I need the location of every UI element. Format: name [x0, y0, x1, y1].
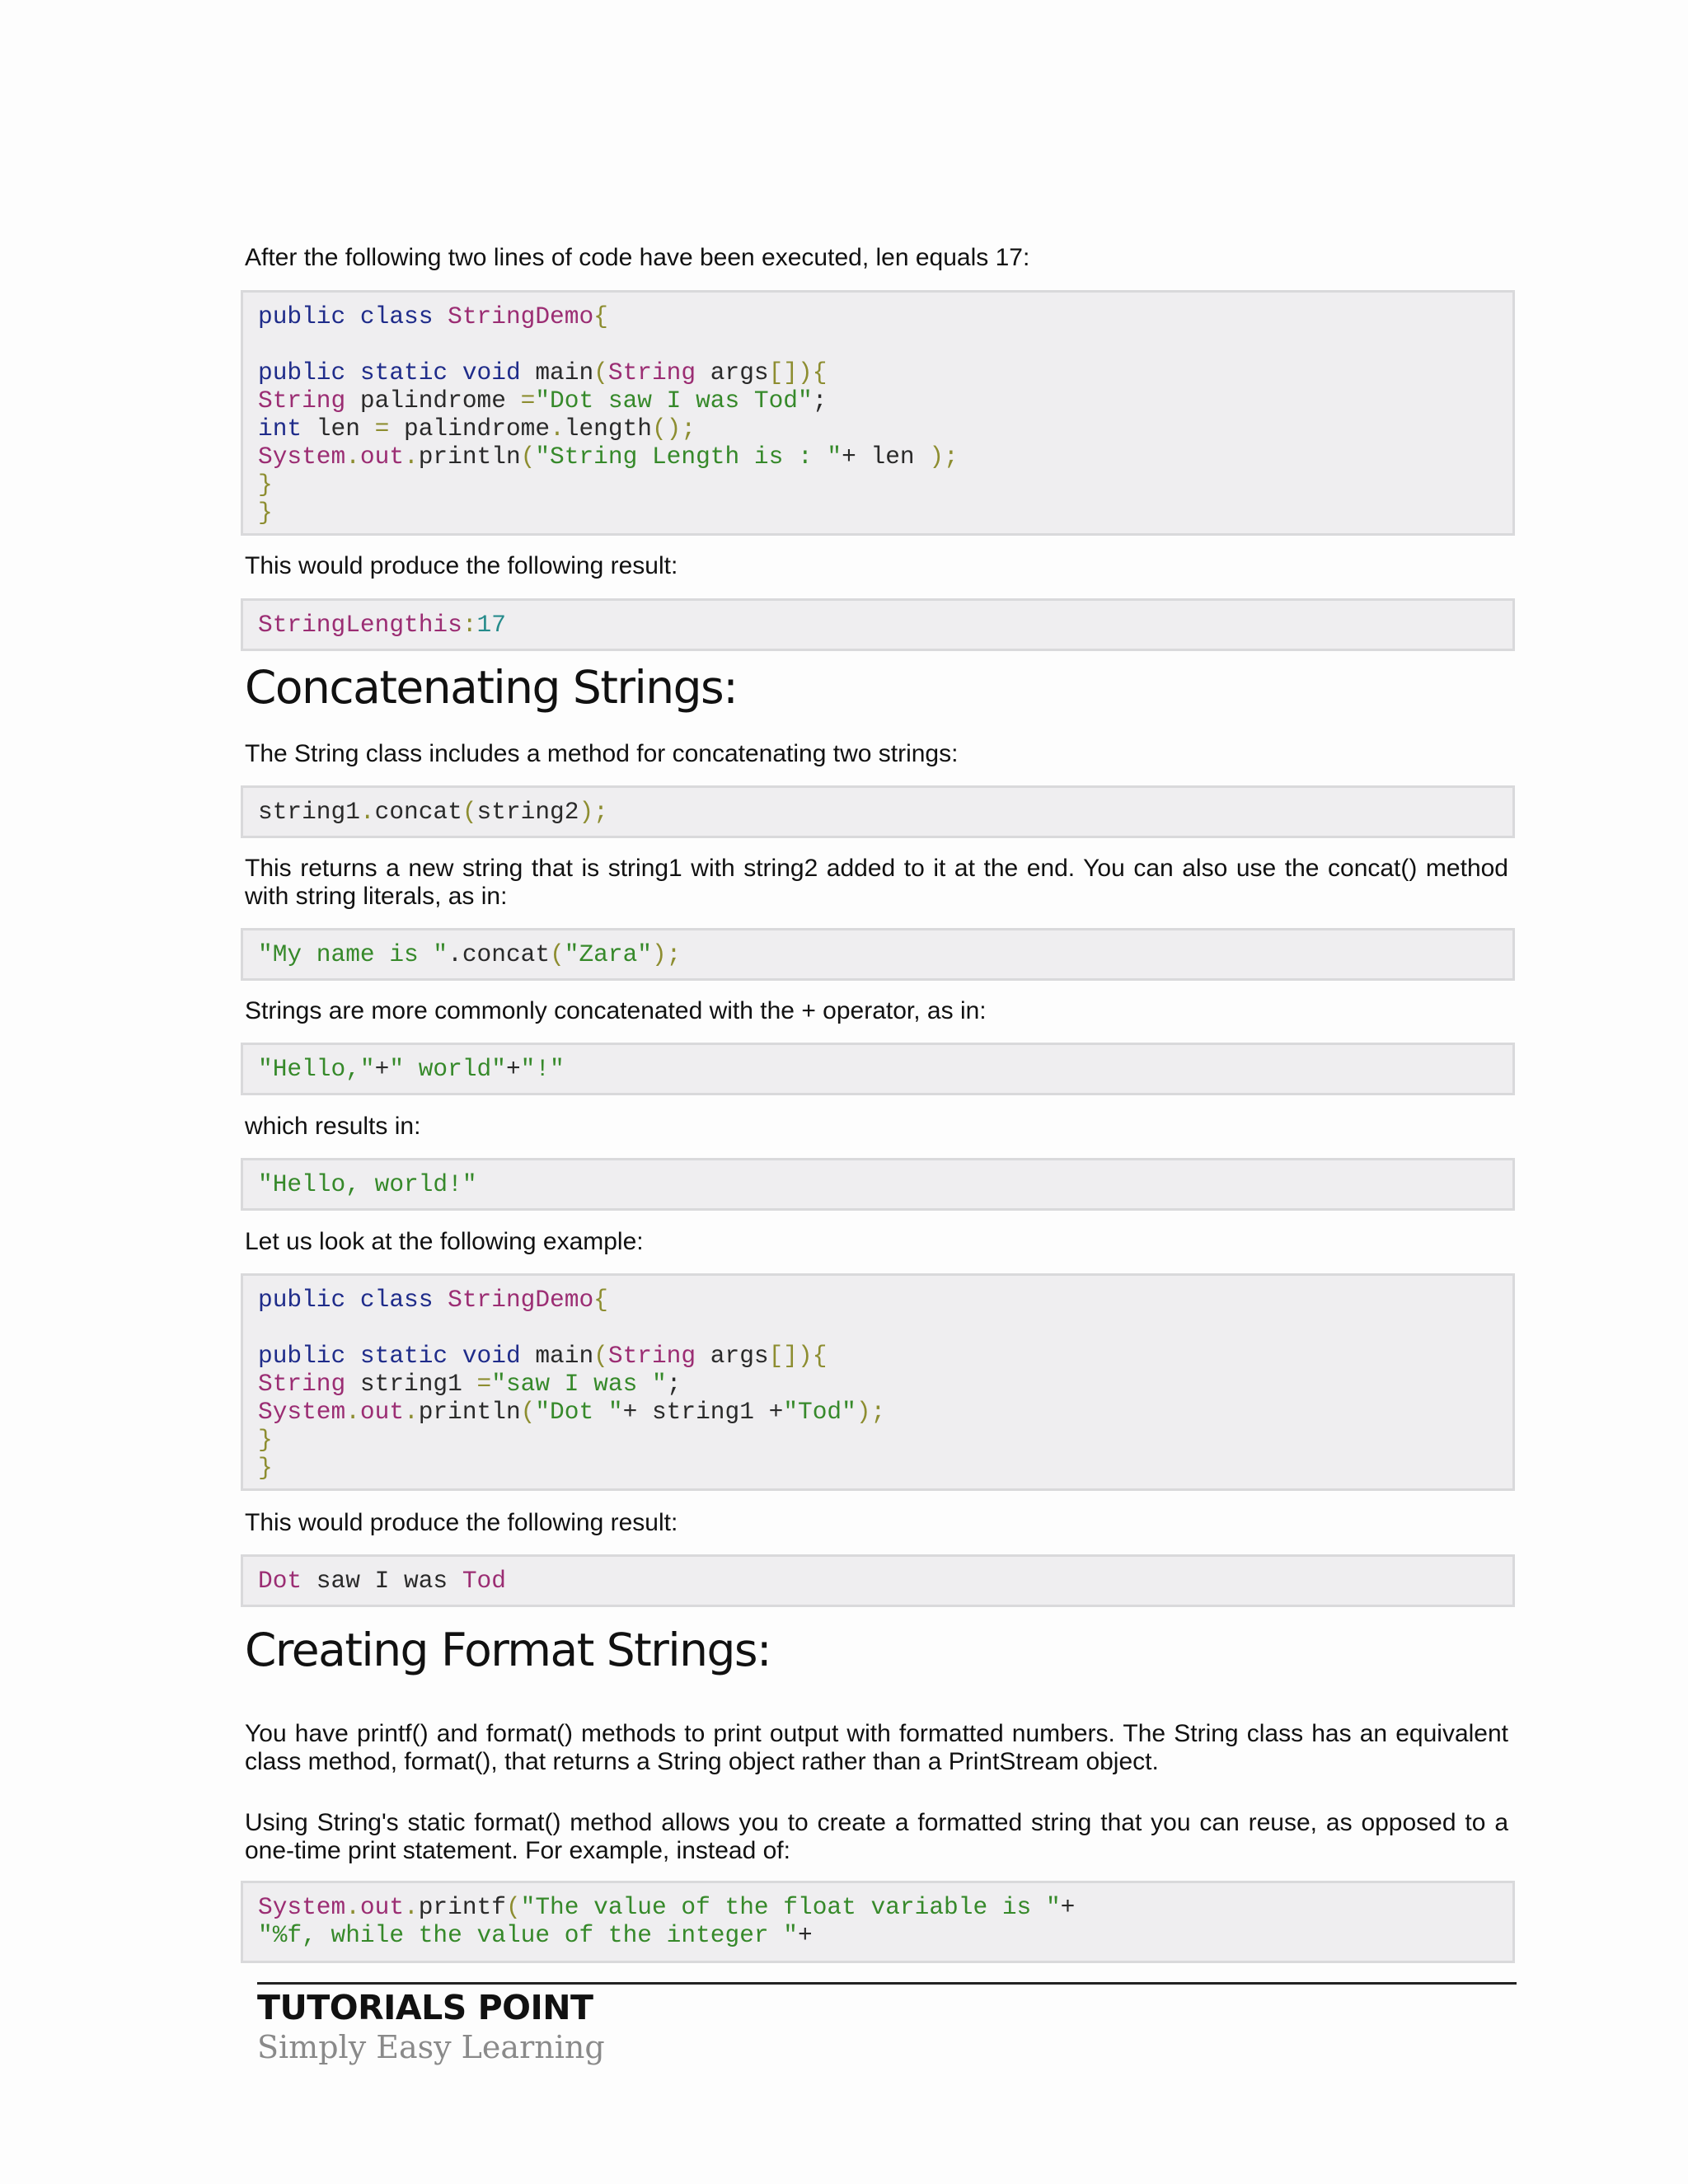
code-token: public static void [258, 1342, 536, 1370]
code-line [258, 1398, 1498, 1426]
code-line [258, 1567, 1498, 1595]
code-token: "My name is " [258, 940, 448, 968]
code-token: palindrome [345, 387, 521, 415]
code-token: String [258, 1370, 346, 1398]
code-line [258, 1342, 1498, 1370]
code-token: saw I was [302, 1567, 462, 1595]
code-line [258, 471, 1498, 499]
code-line [258, 1893, 1498, 1921]
code-token: { [593, 1286, 608, 1314]
code-token: out [359, 1398, 405, 1426]
code-token: { [593, 302, 608, 330]
code-token: Dot [258, 1567, 302, 1595]
code-token: ; [666, 1370, 682, 1398]
code-token: ); [929, 443, 959, 471]
code-line [258, 1370, 1498, 1398]
code-line [258, 1454, 1498, 1482]
code-line [258, 940, 1498, 968]
code-line [258, 415, 1498, 443]
code-token: String [258, 387, 346, 415]
code-token: string1 [637, 1398, 769, 1426]
code-token: len [856, 443, 930, 471]
code-line [258, 1314, 1498, 1342]
code-token: out [359, 1893, 405, 1921]
footer-divider [257, 1982, 1517, 1985]
code-token: int [258, 415, 302, 443]
code-block-printf [241, 1881, 1515, 1963]
code-token: public class [258, 1286, 448, 1314]
result-caption-1: This would produce the following result: [245, 552, 678, 579]
code-line [258, 798, 1498, 826]
code-token: " world" [389, 1055, 506, 1083]
code-line [258, 359, 1498, 387]
code-token: "Tod" [783, 1398, 856, 1426]
code-token: } [258, 1426, 273, 1454]
code-token: System [258, 1893, 346, 1921]
code-token: . [448, 940, 462, 968]
code-token: . [404, 1398, 419, 1426]
code-token: } [258, 471, 273, 499]
code-token: concat [374, 798, 462, 826]
code-token: concat [462, 940, 551, 968]
footer-tagline: Simply Easy Learning [257, 2029, 605, 2065]
code-token: "!" [520, 1055, 565, 1083]
code-token: ( [505, 1893, 521, 1921]
code-block-string-length [241, 290, 1515, 536]
code-token: ( [593, 1342, 608, 1370]
code-token: = [476, 1370, 492, 1398]
code-token: public class [258, 302, 448, 330]
code-block-hello-world [241, 1158, 1515, 1211]
heading-creating-format-strings: Creating Format Strings: [245, 1624, 771, 1676]
code-token: public static void [258, 359, 536, 387]
code-token: "String Length is : " [535, 443, 842, 471]
code-token: "Zara" [564, 940, 652, 968]
code-token: ; [812, 387, 828, 415]
code-token: ); [579, 798, 608, 826]
code-line [258, 330, 1498, 359]
code-token: String [607, 1342, 696, 1370]
code-token: "%f, while the value of the integer " [258, 1921, 799, 1949]
code-token: ); [651, 940, 682, 968]
code-token: main [535, 359, 594, 387]
intro-paragraph: After the following two lines of code have been executed, len equals 17: [245, 244, 1030, 271]
code-token: []){ [768, 359, 828, 387]
code-block-concat [241, 785, 1515, 838]
output-block-concat-example [241, 1554, 1515, 1607]
heading-concatenating-strings: Concatenating Strings: [245, 661, 738, 714]
code-token: . [404, 443, 419, 471]
code-token: ( [462, 798, 477, 826]
code-token: palindrome [389, 415, 551, 443]
code-token: . [345, 1398, 360, 1426]
output-block-string-length [241, 598, 1515, 651]
concat-intro-paragraph: The String class includes a method for concatenating two strings: [245, 740, 959, 767]
code-token: length [564, 415, 652, 443]
code-token: . [345, 1893, 360, 1921]
code-token: } [258, 499, 273, 527]
code-token: + [622, 1398, 638, 1426]
code-token: . [345, 443, 360, 471]
code-token: out [359, 443, 405, 471]
code-line [258, 1426, 1498, 1454]
code-token: } [258, 1454, 273, 1482]
code-token: = [520, 387, 536, 415]
code-token: string1 [258, 798, 360, 826]
code-token: "saw I was " [491, 1370, 667, 1398]
example-intro-paragraph: Let us look at the following example: [245, 1228, 644, 1255]
plus-operator-paragraph: Strings are more commonly concatenated with the + operator, as in: [245, 997, 987, 1024]
code-line [258, 611, 1498, 639]
code-token: + [842, 443, 856, 471]
code-token: String [607, 359, 696, 387]
code-block-concat-example [241, 1273, 1515, 1491]
code-line [258, 1286, 1498, 1314]
code-token: : [462, 611, 477, 639]
code-token: . [550, 415, 565, 443]
code-token: . [404, 1893, 419, 1921]
code-token: string1 [345, 1370, 477, 1398]
code-token: + [798, 1921, 813, 1949]
code-line [258, 1170, 1498, 1198]
code-token: 17 [476, 611, 506, 639]
code-token: . [359, 798, 375, 826]
results-in-paragraph: which results in: [245, 1113, 421, 1140]
code-token: len [302, 415, 375, 443]
code-token: StringDemo [448, 1286, 594, 1314]
code-token: Tod [462, 1567, 506, 1595]
code-token: + [768, 1398, 784, 1426]
code-token: printf [418, 1893, 506, 1921]
code-token: "Hello," [258, 1055, 375, 1083]
code-token: println [418, 443, 521, 471]
concat-description-paragraph: This returns a new string that is string1 with string2 added to it at the end. You can also use the concat() method with string literals, as in: [245, 855, 1508, 910]
code-token: System [258, 1398, 346, 1426]
code-token: System [258, 443, 346, 471]
code-line [258, 1921, 1498, 1949]
code-token: main [535, 1342, 594, 1370]
code-token: + [505, 1055, 521, 1083]
format-description-paragraph-1: You have printf() and format() methods to print output with formatted numbers. The String class has an equivalent class method, format(), that returns a String object rather than a PrintStream object. [245, 1720, 1508, 1775]
code-block-plus-operator [241, 1043, 1515, 1095]
code-token: "The value of the float variable is " [520, 1893, 1061, 1921]
format-description-paragraph-2: Using String's static format() method allows you to create a formatted string that you can reuse, as opposed to a one-time print statement. For example, instead of: [245, 1809, 1508, 1864]
code-token: string2 [476, 798, 579, 826]
code-token: + [1060, 1893, 1076, 1921]
code-token: println [418, 1398, 521, 1426]
result-caption-2: This would produce the following result: [245, 1509, 678, 1536]
code-token: + [374, 1055, 390, 1083]
code-token: []){ [768, 1342, 828, 1370]
code-token: ( [550, 940, 565, 968]
code-block-string-literal [241, 928, 1515, 981]
code-token: ( [520, 1398, 536, 1426]
code-token: StringLengthis [258, 611, 462, 639]
code-token: "Dot " [535, 1398, 623, 1426]
code-token: ( [593, 359, 608, 387]
code-token: args [696, 359, 769, 387]
code-line [258, 499, 1498, 527]
code-token: StringDemo [448, 302, 594, 330]
code-line [258, 387, 1498, 415]
code-token: ); [856, 1398, 886, 1426]
code-token: ( [520, 443, 536, 471]
code-line [258, 1055, 1498, 1083]
code-line [258, 302, 1498, 330]
footer-brand: TUTORIALS POINT [257, 1988, 593, 2027]
code-token: (); [651, 415, 696, 443]
code-token: "Dot saw I was Tod" [535, 387, 813, 415]
code-token: "Hello, world!" [258, 1170, 477, 1198]
code-line [258, 443, 1498, 471]
code-token: = [374, 415, 390, 443]
code-token: args [696, 1342, 769, 1370]
